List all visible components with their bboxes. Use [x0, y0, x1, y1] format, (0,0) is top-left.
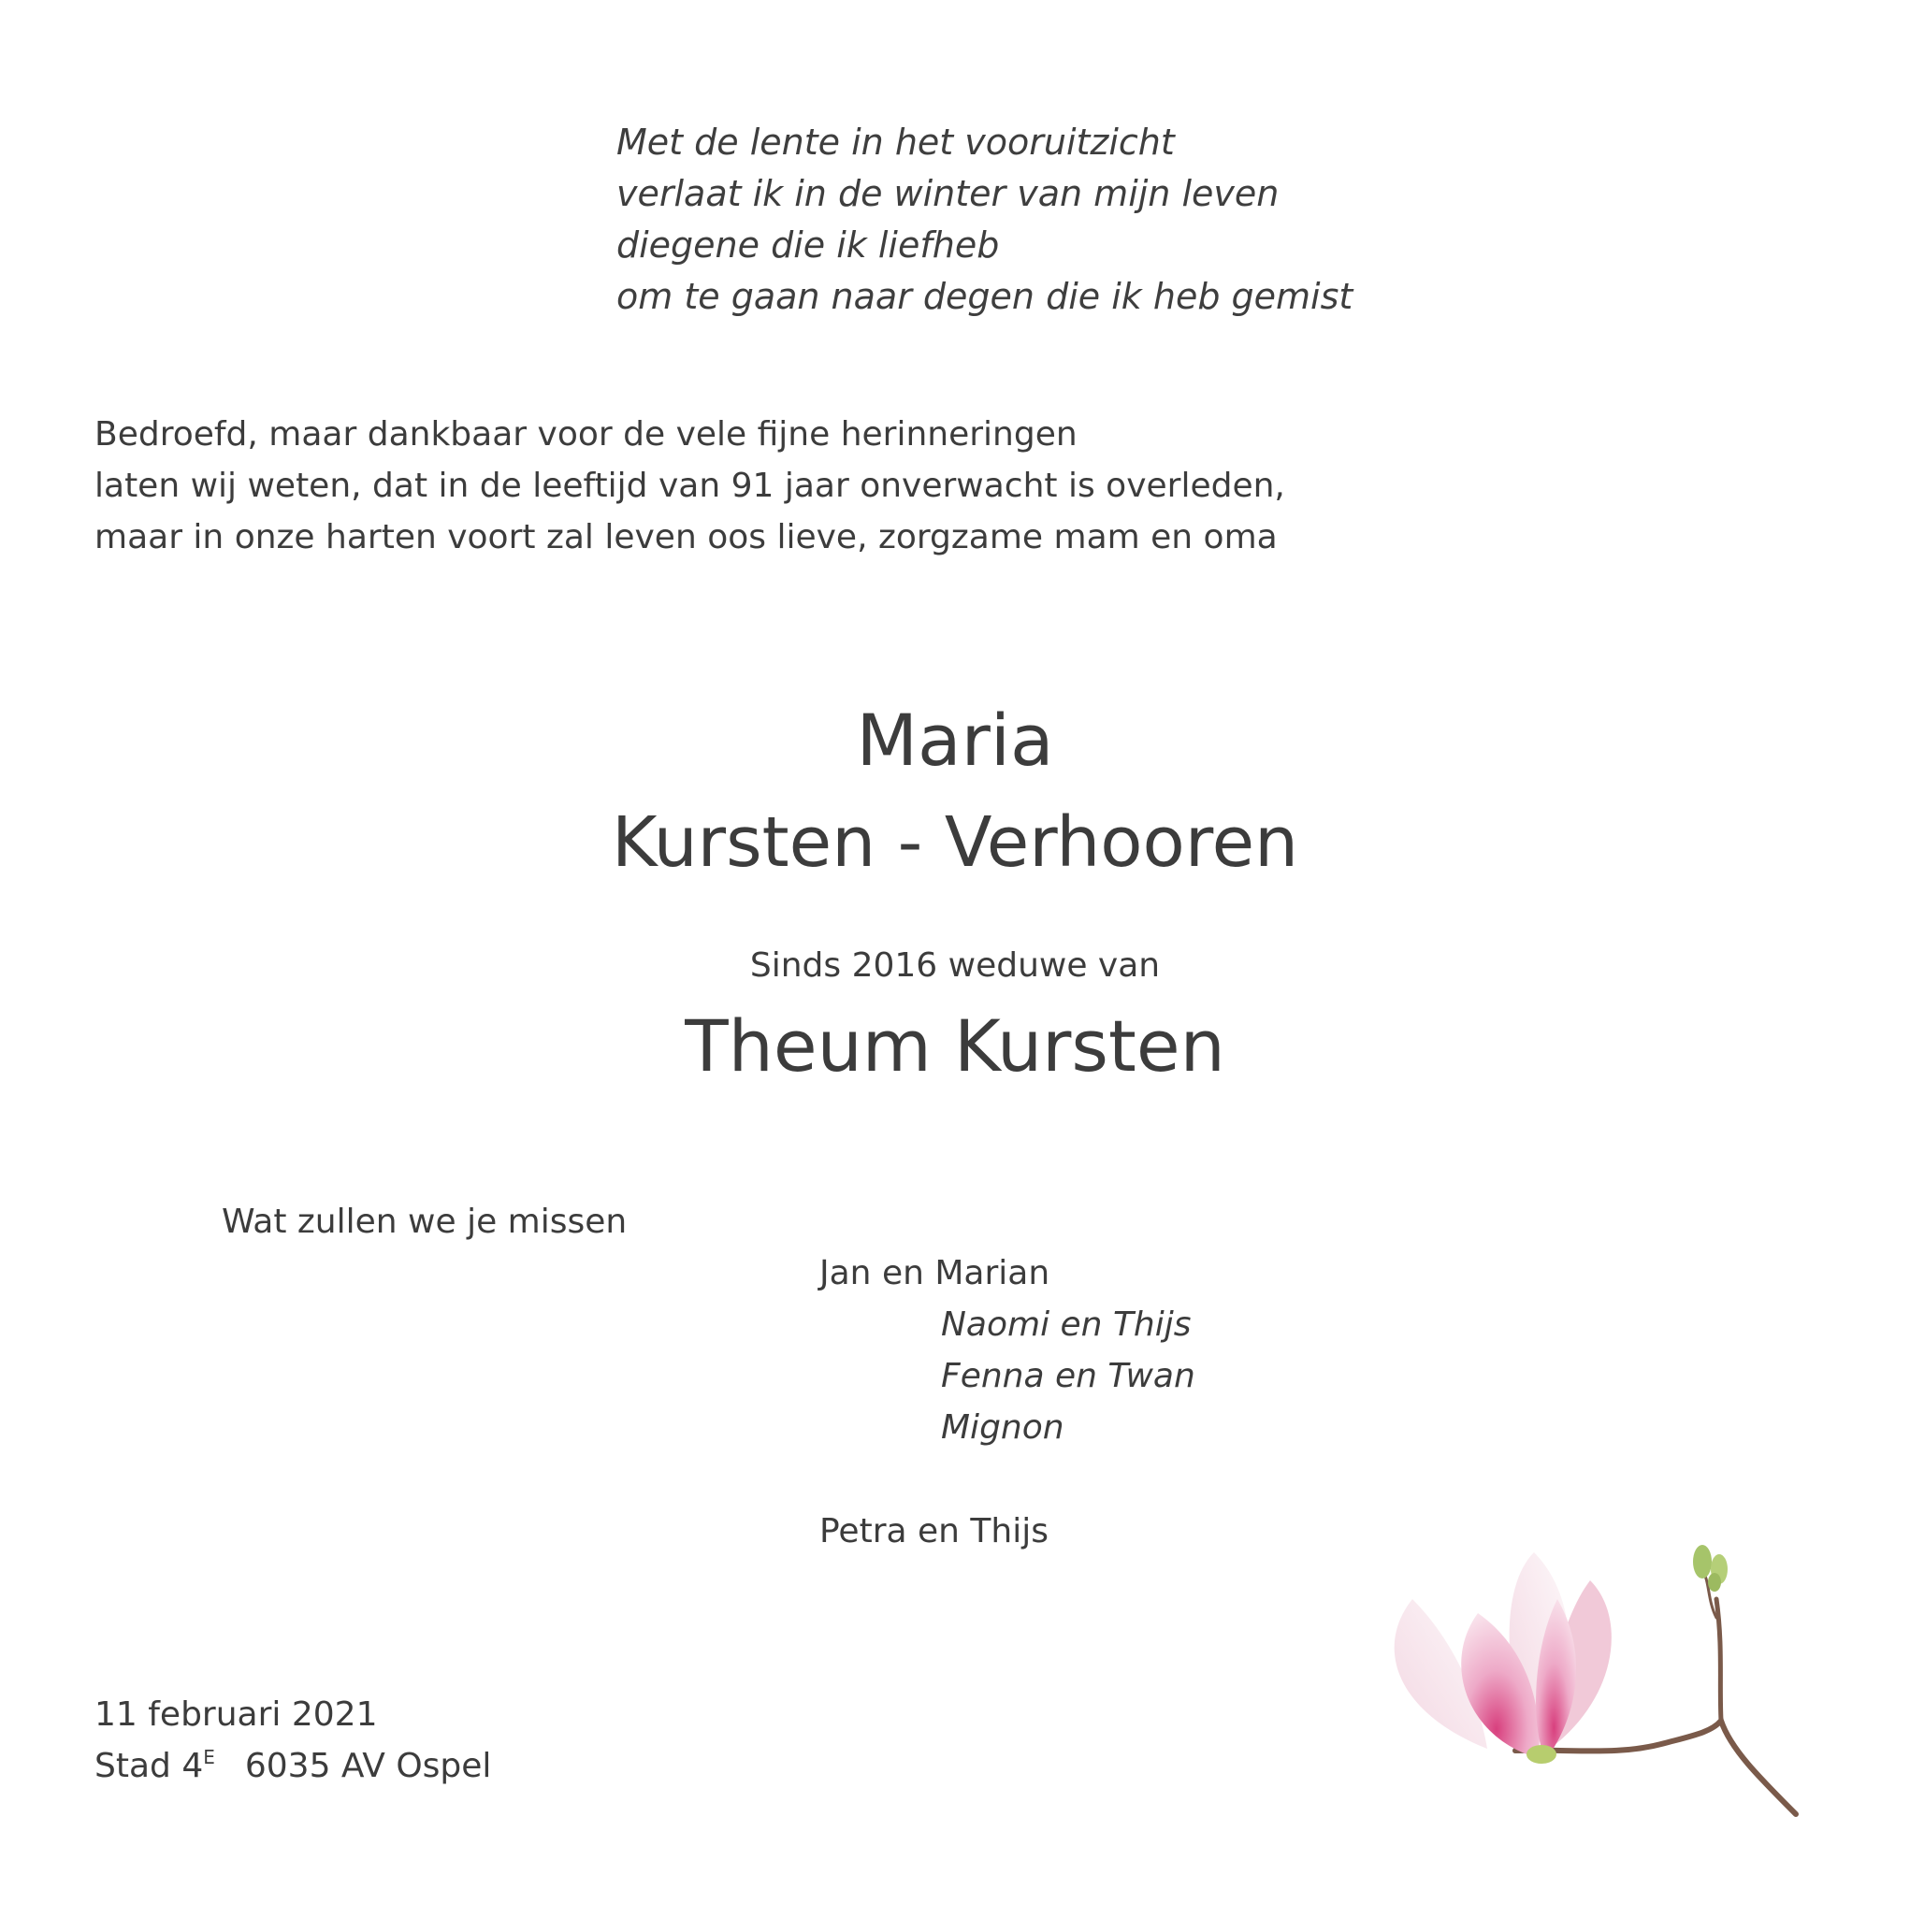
announcement-text	[94, 409, 1285, 563]
announcement-line: Bedroefd, maar dankbaar voor de vele fijne herinneringen	[94, 415, 1078, 454]
address	[94, 1740, 491, 1792]
grandchild-entry: Naomi en Thijs	[941, 1305, 1192, 1344]
leaf-bud	[1708, 1573, 1721, 1592]
address-street-suffix: E	[203, 1746, 215, 1768]
deceased-family-name: Kursten - Verhooren	[611, 802, 1299, 883]
spacer	[819, 1453, 1195, 1506]
deceased-first-name: Maria	[856, 699, 1054, 782]
leaf-bud	[1693, 1545, 1712, 1579]
magnolia-branch-icon	[1338, 1534, 1824, 1842]
announcement-line: laten wij weten, dat in de leeftijd van 91 jaar onverwacht is overleden,	[94, 467, 1285, 505]
husband-name: Theum Kursten	[685, 1004, 1225, 1088]
missing-text: Wat zullen we je missen	[222, 1203, 628, 1241]
widow-line: Sinds 2016 weduwe van	[749, 946, 1161, 985]
address-street: Stad 4	[94, 1747, 204, 1785]
poem-line: Met de lente in het vooruitzicht	[616, 122, 1175, 163]
grandchild-entry: Mignon	[941, 1408, 1064, 1447]
grandchild-entry: Fenna en Twan	[941, 1357, 1195, 1395]
poem-line: diegene die ik liefheb	[616, 224, 1000, 266]
calyx	[1527, 1745, 1556, 1764]
announcement-line: maar in onze harten voort zal leven oos lieve, zorgzame mam en oma	[94, 518, 1278, 556]
family-couple: Petra en Thijs	[819, 1512, 1049, 1550]
poem-line: om te gaan naar degen die ik heb gemist	[616, 276, 1353, 317]
footer	[94, 1689, 491, 1792]
poem-line: verlaat ik in de winter van mijn leven	[616, 173, 1280, 214]
family-couple: Jan en Marian	[819, 1254, 1050, 1292]
address-postal-city: 6035 AV Ospel	[244, 1747, 492, 1785]
poem	[616, 117, 1353, 323]
death-date: 11 februari 2021	[94, 1695, 378, 1734]
family-signature	[819, 1247, 1195, 1557]
